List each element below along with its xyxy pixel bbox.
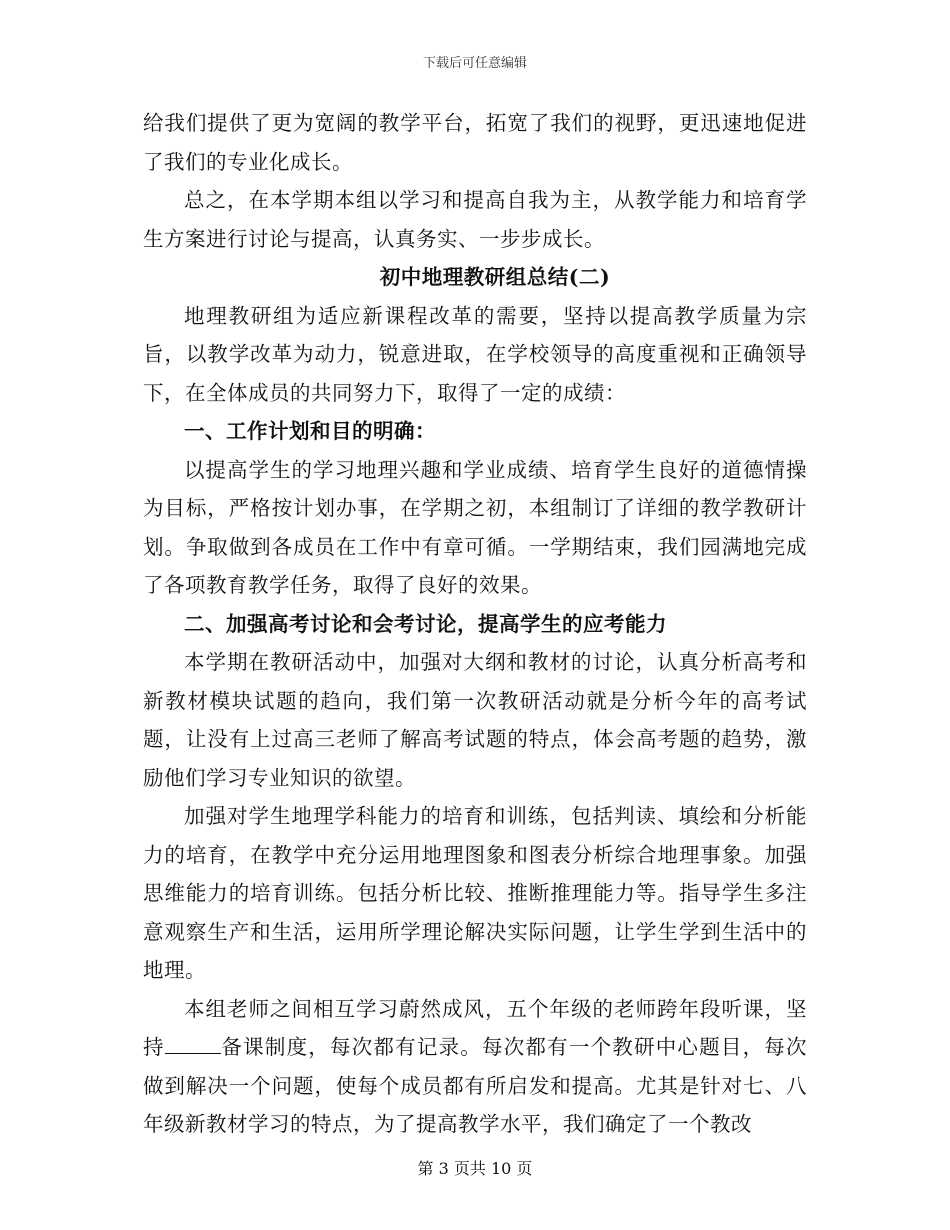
paragraph-collaboration-part-b: 备课制度，每次都有记录。每次都有一个教研中心题目，每次做到解决一个问题，使每个成员都有所启发和提高。尤其是针对七、八年级新教材学习的特点，为了提高教学水平，我们确定了一个教改	[143, 1035, 808, 1136]
header-note: 下载后可任意编辑	[422, 56, 527, 71]
paragraph-collaboration	[143, 990, 807, 1144]
paragraph-collaboration-part-a: 本组老师之间相互学习蔚然成风，五个年级的老师跨年段听课，坚持	[143, 996, 807, 1059]
page-number: 第 3 页共 10 页	[417, 1159, 533, 1178]
paragraph-skills-training: 加强对学生地理学科能力的培育和训练，包括判读、填绘和分析能力的培育，在教学中充分运用地理图象和图表分析综合地理事象。加强思维能力的培育训练。包括分析比较、推断推理能力等。指导学生多注意观察生产和生活，运用所学理论解决实际问题，让学生学到生活中的地理。	[143, 804, 807, 982]
paragraph-exam-research: 本学期在教研活动中，加强对大纲和教材的讨论，认真分析高考和新教材模块试题的趋向，我们第一次教研活动就是分析今年的高考试题，让没有上过高三老师了解高考试题的特点，体会高考题的趋势，激励他们学习专业知识的欲望。	[143, 650, 807, 790]
paragraph-work-plan: 以提高学生的学习地理兴趣和学业成绩、培育学生良好的道德情操为目标，严格按计划办事，在学期之初，本组制订了详细的教学教研计划。争取做到各成员在工作中有章可循。一学期结束，我们园满地完成了各项教育教学任务，取得了良好的效果。	[143, 457, 807, 597]
section-title: 初中地理教研组总结(二)	[379, 265, 611, 289]
fill-in-blank	[165, 1035, 221, 1054]
paragraph-intro: 地理教研组为适应新课程改革的需要，坚持以提高教学质量为宗旨，以教学改革为动力，锐意进取，在学校领导的高度重视和正确领导下，在全体成员的共同努力下，取得了一定的成绩：	[143, 303, 807, 405]
heading-exam-research: 二、加强高考讨论和会考讨论，提高学生的应考能力	[184, 611, 667, 636]
document-body	[143, 104, 807, 1144]
paragraph-summary: 总之，在本学期本组以学习和提高自我为主，从教学能力和培育学生方案进行讨论与提高，认真务实、一步步成长。	[143, 188, 807, 251]
heading-work-plan: 一、工作计划和目的明确：	[184, 419, 436, 443]
paragraph-continued: 给我们提供了更为宽阔的教学平台，拓宽了我们的视野，更迅速地促进了我们的专业化成长。	[143, 111, 807, 174]
